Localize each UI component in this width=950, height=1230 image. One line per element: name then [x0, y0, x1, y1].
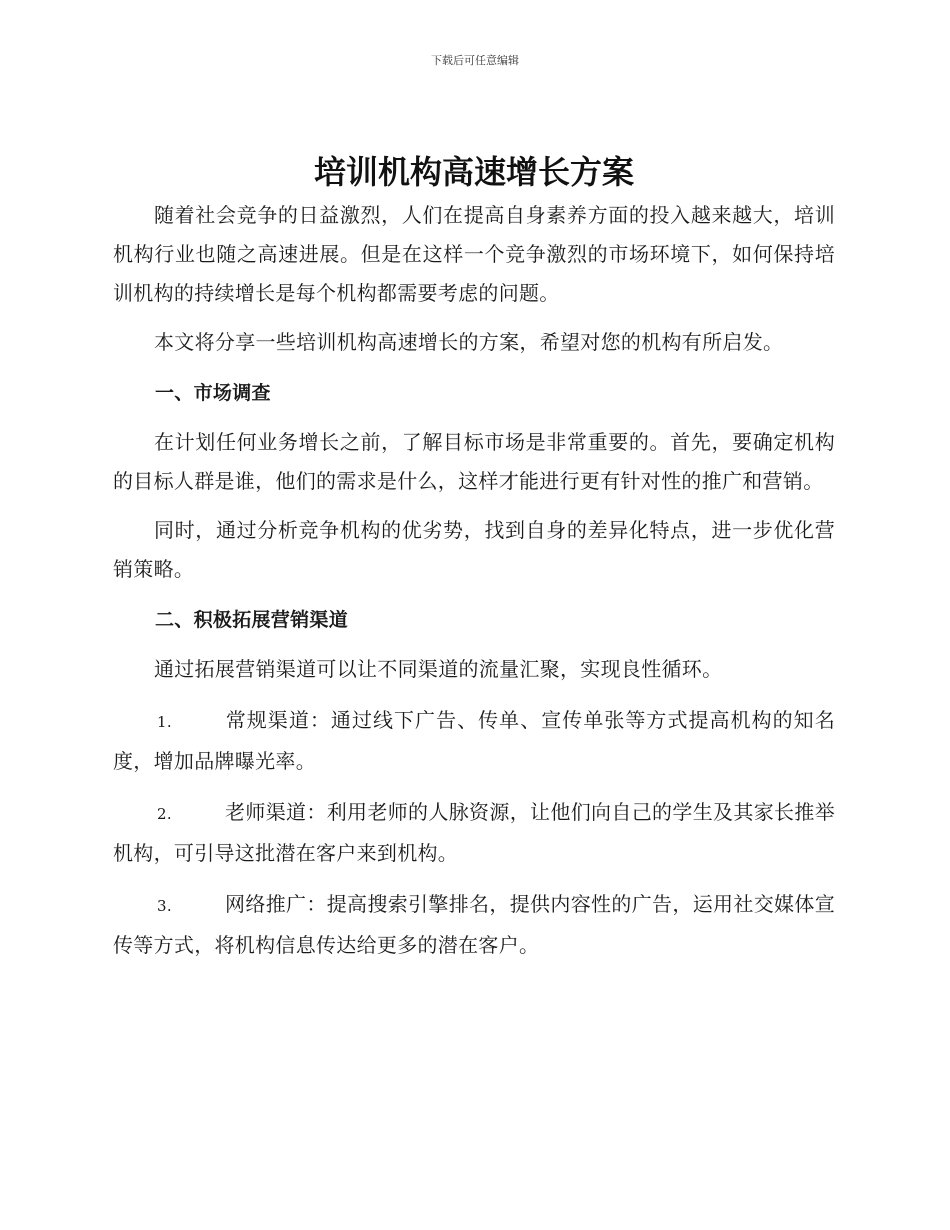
section1-paragraph-2: 同时，通过分析竞争机构的优劣势，找到自身的差异化特点，进一步优化营销策略。: [113, 518, 835, 581]
list-number: 2.: [157, 805, 172, 823]
header-note: 下载后可任意编辑: [431, 54, 519, 67]
section2-paragraph-1: 通过拓展营销渠道可以让不同渠道的流量汇聚，实现良性循环。: [154, 657, 723, 681]
list-item-text: 网络推广：提高搜索引擎排名，提供内容性的广告，运用社交媒体宣传等方式，将机构信息传达给更多的潜在客户。: [113, 892, 835, 957]
section-heading-marketing-channels: 二、积极拓展营销渠道: [155, 609, 349, 631]
list-number: 3.: [157, 897, 172, 915]
intro-paragraph-2: 本文将分享一些培训机构高速增长的方案，希望对您的机构有所启发。: [154, 330, 784, 354]
section-heading-market-research: 一、市场调查: [155, 382, 271, 404]
document-body: [113, 150, 835, 965]
section1-paragraph-1: 在计划任何业务增长之前，了解目标市场是非常重要的。首先，要确定机构的目标人群是谁，他们的需求是什么，这样才能进行更有针对性的推广和营销。: [113, 430, 835, 493]
list-item: [113, 793, 835, 873]
list-item-text: 常规渠道：通过线下广告、传单、宣传单张等方式提高机构的知名度，增加品牌曝光率。: [113, 708, 835, 773]
list-item-text: 老师渠道：利用老师的人脉资源，让他们向自己的学生及其家长推举机构，可引导这批潜在客户来到机构。: [113, 800, 835, 865]
document-title: 培训机构高速增长方案: [313, 153, 634, 191]
intro-paragraph-1: 随着社会竞争的日益激烈，人们在提高自身素养方面的投入越来越大，培训机构行业也随之高速进展。但是在这样一个竞争激烈的市场环境下，如何保持培训机构的持续增长是每个机构都需要考虑的问题。: [113, 203, 835, 305]
list-item: [113, 701, 835, 781]
list-item: [113, 885, 835, 965]
list-number: 1.: [157, 713, 172, 731]
